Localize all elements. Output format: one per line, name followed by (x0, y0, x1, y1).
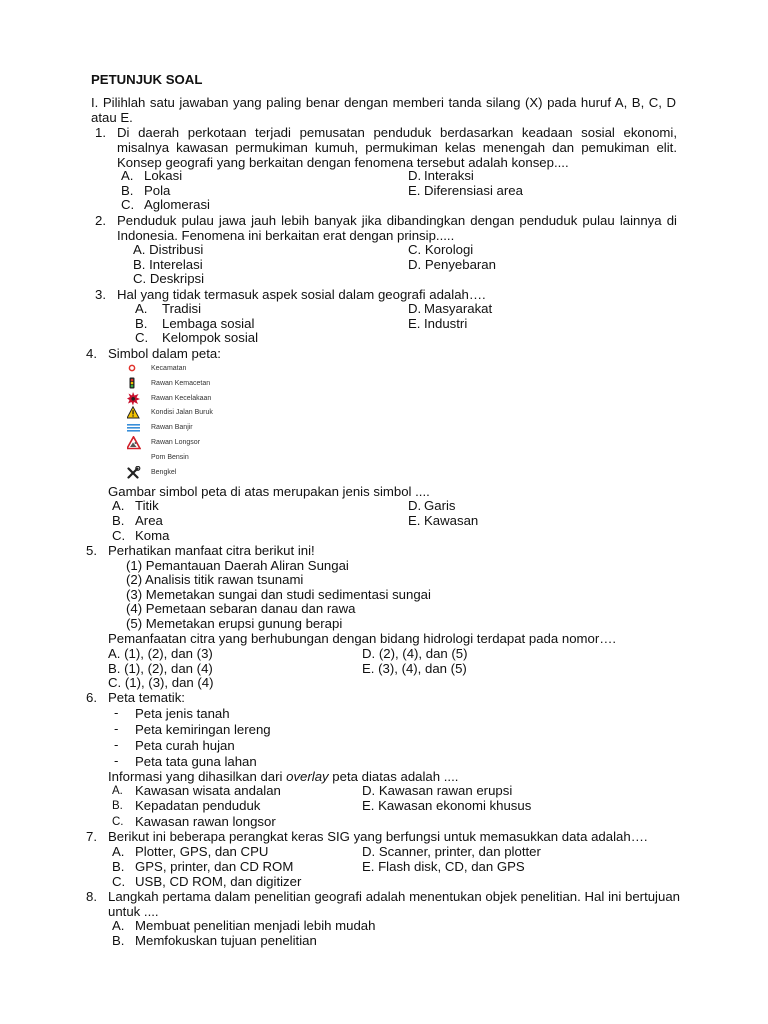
option-text: Kawasan rawan longsor (135, 814, 276, 829)
option-text: A. (1), (2), dan (3) (108, 646, 213, 661)
water-lines-icon (127, 421, 141, 435)
option-text: E. Kawasan ekonomi khusus (362, 798, 532, 813)
question-number: 5. (86, 543, 97, 558)
legend-label: Rawan Kecelakaan (151, 395, 212, 402)
wrench-icon (127, 466, 141, 480)
blank-icon (127, 451, 141, 465)
option-text: Area (135, 513, 163, 528)
list-item: Peta tata guna lahan (135, 754, 257, 769)
option-text: C. Korologi (408, 242, 474, 257)
option-letter: C. (112, 816, 124, 828)
question-text: Peta tematik: (108, 690, 185, 705)
option-text: Kawasan wisata andalan (135, 783, 281, 798)
legend-label: Bengkel (151, 469, 177, 476)
question-number: 3. (95, 287, 106, 302)
option-text: Industri (424, 316, 468, 331)
question-number: 4. (86, 346, 97, 361)
option-letter: D. (408, 498, 422, 513)
option-letter: B. (121, 183, 134, 198)
option-text: Membuat penelitian menjadi lebih mudah (135, 918, 376, 933)
option-letter: A. (112, 785, 123, 797)
question-text: Hal yang tidak termasuk aspek sosial dalam geografi adalah…. (117, 287, 486, 302)
option-text: Lembaga sosial (162, 316, 255, 331)
option-letter: B. (112, 933, 125, 948)
list-item: (1) Pemantauan Daerah Aliran Sungai (126, 558, 349, 573)
option-text: GPS, printer, dan CD ROM (135, 859, 294, 874)
option-text: D. Kawasan rawan erupsi (362, 783, 513, 798)
question-text: Penduduk pulau jawa jauh lebih banyak jika dibandingkan dengan penduduk pulau lainnya di Indonesia. Fenomena ini berkaitan erat dengan prinsip..... (117, 213, 677, 243)
option-letter: E. (408, 513, 421, 528)
option-letter: A. (121, 168, 134, 183)
question-emphasis: overlay (286, 769, 329, 784)
question-post: peta diatas adalah .... (328, 769, 459, 784)
option-text: D. (2), (4), dan (5) (362, 646, 468, 661)
traffic-light-icon (127, 377, 141, 391)
option-letter: B. (112, 513, 125, 528)
option-text: Lokasi (144, 168, 183, 183)
option-letter: C. (112, 528, 126, 543)
option-text: Kepadatan penduduk (135, 798, 261, 813)
option-text: D. Penyebaran (408, 257, 496, 272)
list-item: Peta kemiringan lereng (135, 722, 271, 737)
option-text: Pola (144, 183, 171, 198)
option-text: Interaksi (424, 168, 474, 183)
list-item: (2) Analisis titik rawan tsunami (126, 572, 304, 587)
question-number: 1. (95, 125, 106, 140)
question-text: Langkah pertama dalam penelitian geografi adalah menentukan objek penelitian. Hal ini bertujuan untuk .... (108, 889, 680, 919)
option-letter: B. (112, 800, 123, 812)
warning-triangle-icon (127, 406, 141, 420)
option-letter: D. (408, 301, 422, 316)
option-letter: B. (112, 859, 125, 874)
question-number: 7. (86, 829, 97, 844)
option-text: D. Scanner, printer, dan plotter (362, 844, 541, 859)
question-text: Gambar simbol peta di atas merupakan jenis simbol .... (108, 484, 430, 499)
option-text: A. Distribusi (133, 242, 204, 257)
option-letter: A. (112, 844, 125, 859)
question-text: Simbol dalam peta: (108, 346, 221, 361)
option-text: B. (1), (2), dan (4) (108, 661, 213, 676)
question-number: 6. (86, 690, 97, 705)
crash-burst-icon (127, 392, 141, 406)
bullet-dash: - (114, 737, 119, 752)
option-text: C. Deskripsi (133, 271, 205, 286)
option-text: USB, CD ROM, dan digitizer (135, 874, 302, 889)
option-letter: C. (121, 197, 135, 212)
option-letter: B. (135, 316, 148, 331)
list-item: Peta jenis tanah (135, 706, 230, 721)
list-item: Peta curah hujan (135, 738, 235, 753)
question-text: Perhatikan manfaat citra berikut ini! (108, 543, 315, 558)
list-item: (4) Pemetaan sebaran danau dan rawa (126, 601, 356, 616)
option-text: E. Flash disk, CD, dan GPS (362, 859, 525, 874)
option-letter: C. (112, 874, 126, 889)
landslide-icon (127, 436, 141, 450)
list-item: (3) Memetakan sungai dan studi sedimentasi sungai (126, 587, 431, 602)
instruction-text: I. Pilihlah satu jawaban yang paling benar dengan memberi tanda silang (X) pada huruf A, B, C, D atau E. (91, 95, 676, 125)
bullet-dash: - (114, 721, 119, 736)
option-text: Plotter, GPS, dan CPU (135, 844, 269, 859)
circle-outline-icon (127, 362, 141, 376)
option-text: Diferensiasi area (424, 183, 523, 198)
question-number: 2. (95, 213, 106, 228)
list-item: (5) Memetakan erupsi gunung berapi (126, 616, 343, 631)
option-letter: E. (408, 316, 421, 331)
option-text: Memfokuskan tujuan penelitian (135, 933, 317, 948)
question-text: Di daerah perkotaan terjadi pemusatan penduduk berdasarkan keadaan sosial ekonomi, misalnya kawasan permukiman kumuh, permukiman kelas menengah dan pemukiman elit. Konsep geografi yang berkaitan dengan fenomena tersebut adalah konsep.... (117, 125, 677, 170)
option-text: Aglomerasi (144, 197, 210, 212)
option-letter: E. (408, 183, 421, 198)
option-text: B. Interelasi (133, 257, 203, 272)
page-title: PETUNJUK SOAL (91, 72, 203, 87)
option-letter: A. (135, 301, 148, 316)
bullet-dash: - (114, 753, 119, 768)
legend-label: Rawan Kemacetan (151, 380, 211, 387)
option-text: C. (1), (3), dan (4) (108, 675, 214, 690)
legend-label: Rawan Banjir (151, 424, 193, 431)
option-text: Masyarakat (424, 301, 493, 316)
question-text: Pemanfaatan citra yang berhubungan dengan bidang hidrologi terdapat pada nomor…. (108, 631, 617, 646)
question-text (108, 769, 458, 784)
legend-label: Kondisi Jalan Buruk (151, 409, 213, 416)
legend-label: Rawan Longsor (151, 439, 201, 446)
option-letter: D. (408, 168, 422, 183)
legend-label: Pom Bensin (151, 454, 189, 461)
option-text: Kelompok sosial (162, 330, 259, 345)
bullet-dash: - (114, 705, 119, 720)
question-pre: Informasi yang dihasilkan dari (108, 769, 287, 784)
option-letter: A. (112, 498, 125, 513)
option-text: Koma (135, 528, 170, 543)
option-letter: C. (135, 330, 149, 345)
option-text: Titik (135, 498, 159, 513)
option-text: E. (3), (4), dan (5) (362, 661, 467, 676)
option-letter: A. (112, 918, 125, 933)
option-text: Garis (424, 498, 456, 513)
option-text: Tradisi (162, 301, 202, 316)
legend-label: Kecamatan (151, 365, 187, 372)
option-text: Kawasan (424, 513, 479, 528)
question-number: 8. (86, 889, 97, 904)
question-text: Berikut ini beberapa perangkat keras SIG yang berfungsi untuk memasukkan data adalah…. (108, 829, 648, 844)
